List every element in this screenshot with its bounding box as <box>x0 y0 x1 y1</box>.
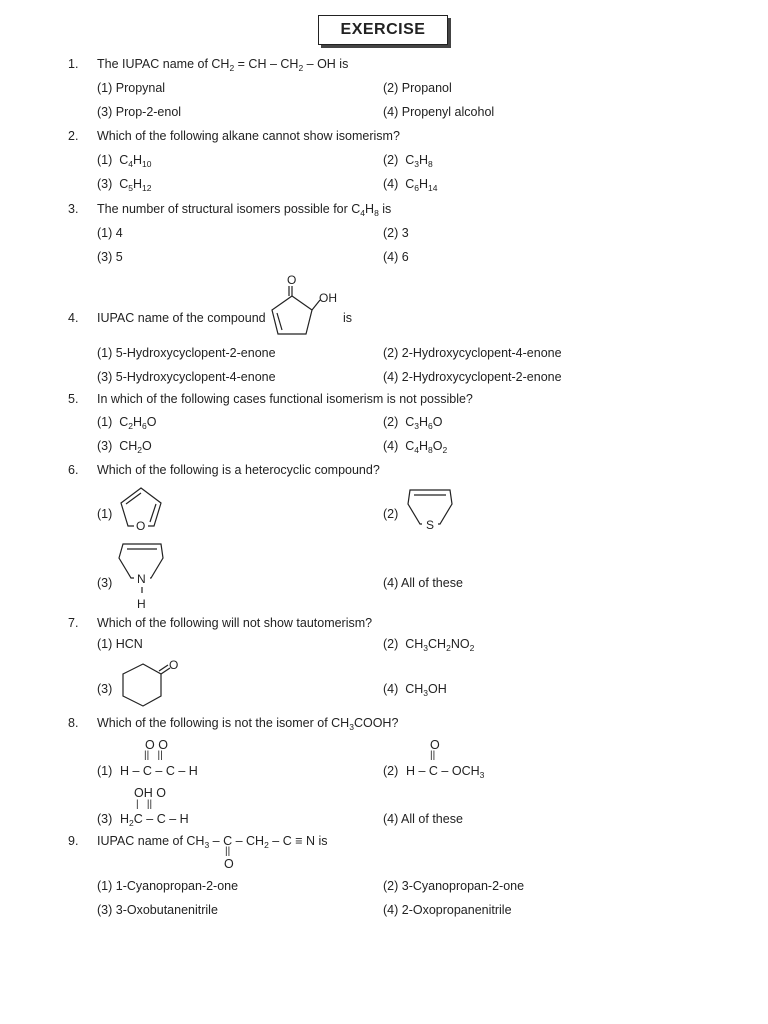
option-1: (1) 5-Hydroxycyclopent-2-enone <box>97 346 276 360</box>
oxygen-atom-label: O <box>136 519 146 533</box>
question-number: 5. <box>68 392 79 406</box>
question-number: 4. <box>68 311 79 325</box>
option-3: (3) <box>97 682 113 696</box>
option-3: (3) 5-Hydroxycyclopent-4-enone <box>97 370 276 384</box>
question-text: Which of the following is a heterocyclic compound? <box>97 463 380 477</box>
option-2: (2) $C_3H_6O$ <box>383 415 443 431</box>
nitrogen-atom-label: N <box>137 572 146 586</box>
carbonyl-double-bond: || <box>225 846 231 857</box>
option-3: (3) <box>97 576 113 590</box>
question-text: IUPAC name of the compound <box>97 311 266 325</box>
option-2: (2) 3-Cyanopropan-2-one <box>383 879 525 893</box>
exercise-title: EXERCISE <box>318 15 448 45</box>
question-number: 8. <box>68 716 79 730</box>
option-4: (4) $C_4H_8O_2$ <box>383 439 448 455</box>
option-2-double-bond: || <box>430 750 436 761</box>
oxygen-label: O <box>287 273 297 287</box>
option-2: (2) <box>383 507 399 521</box>
option-2-label: (2) <box>383 764 399 778</box>
option-1: (1) HCN <box>97 637 143 651</box>
question-text: Which of the following will not show tautomerism? <box>97 616 373 630</box>
option-4: (4) $C_6H_{14}$ <box>383 177 438 193</box>
carbonyl-oxygen: O <box>224 857 234 871</box>
option-1: (1) 1-Cyanopropan-2-one <box>97 879 239 893</box>
question-number: 3. <box>68 202 79 216</box>
option-3: (3) 3-Oxobutanenitrile <box>97 903 218 917</box>
option-3-bonds: | || <box>136 799 153 810</box>
option-1: (1) 4 <box>97 226 123 240</box>
option-2-formula: H – C – $OCH_3$ <box>406 764 485 780</box>
question-number: 6. <box>68 463 79 477</box>
option-1: (1) $C_2H_6O$ <box>97 415 157 431</box>
thiophene-structure <box>404 482 456 534</box>
option-3-formula: $H_2C$ – C – H <box>120 812 189 828</box>
question-number: 1. <box>68 57 79 71</box>
question-text: Which of the following is not the isomer of $CH_3COOH$? <box>97 716 399 732</box>
option-2: (2) 3 <box>383 226 409 240</box>
hydroxycyclopentenone-structure <box>260 272 353 342</box>
option-2: (2) Propanol <box>383 81 452 95</box>
option-4: (4) 6 <box>383 250 409 264</box>
cyclohexanone-structure <box>115 656 185 712</box>
option-2-oxygen: O <box>430 738 440 752</box>
question-text: Which of the following alkane cannot show isomerism? <box>97 129 400 143</box>
option-1-formula: H – C – C – H <box>120 764 198 778</box>
pyrrole-structure <box>115 536 171 612</box>
option-4: (4) Propenyl alcohol <box>383 105 495 119</box>
option-2: (2) $C_3H_8$ <box>383 153 433 169</box>
option-3-label: (3) <box>97 812 113 826</box>
option-2: (2) $CH_3CH_2NO_2$ <box>383 637 475 653</box>
option-3: (3) $C_5H_{12}$ <box>97 177 152 193</box>
question-text: In which of the following cases functional isomerism is not possible? <box>97 392 473 406</box>
option-1-double-bonds: || || <box>144 750 163 761</box>
option-4: (4) $CH_3OH$ <box>383 682 447 698</box>
option-3: (3) Prop-2-enol <box>97 105 182 119</box>
option-4: (4) 2-Hydroxycyclopent-2-enone <box>383 370 562 384</box>
hydroxyl-label: OH <box>319 291 337 305</box>
question-number: 9. <box>68 834 79 848</box>
option-1: (1) Propynal <box>97 81 166 95</box>
sulfur-atom-label: S <box>426 518 435 532</box>
oxygen-label: O <box>169 658 179 672</box>
option-1-oxygens: O O <box>145 738 168 752</box>
option-4: (4) 2-Oxopropanenitrile <box>383 903 512 917</box>
question-text-suffix: is <box>343 311 353 325</box>
option-2: (2) 2-Hydroxycyclopent-4-enone <box>383 346 562 360</box>
option-3: (3) 5 <box>97 250 123 264</box>
option-1-label: (1) <box>97 764 113 778</box>
option-1: (1) $C_4H_{10}$ <box>97 153 152 169</box>
hydrogen-atom-label: H <box>137 597 146 611</box>
question-text: IUPAC name of $CH_3 - C - CH_2 - C \equiv N$ is <box>97 834 328 850</box>
furan-structure <box>115 482 167 534</box>
option-1: (1) <box>97 507 113 521</box>
question-number: 7. <box>68 616 79 630</box>
option-3-substituents: OH O <box>134 786 166 800</box>
question-text: The IUPAC name of $CH_2$ = CH – $CH_2$ – OH is <box>97 57 349 73</box>
option-4: (4) All of these <box>383 812 463 826</box>
option-3: (3) $CH_2O$ <box>97 439 152 455</box>
question-number: 2. <box>68 129 79 143</box>
option-4: (4) All of these <box>383 576 463 590</box>
question-text: The number of structural isomers possible for $C_4H_8$ is <box>97 202 392 218</box>
